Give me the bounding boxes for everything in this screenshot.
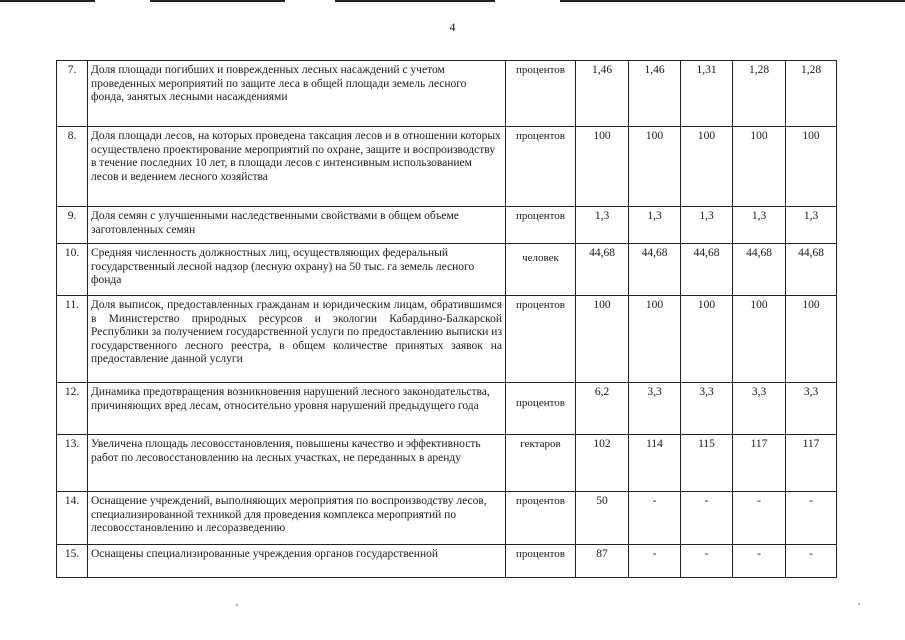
unit-cell: процентов xyxy=(506,492,576,545)
unit-cell: процентов xyxy=(506,296,576,383)
row-number: 15. xyxy=(57,545,88,578)
row-number: 7. xyxy=(57,61,88,127)
value-cell: 100 xyxy=(629,127,681,207)
table-row xyxy=(57,435,837,492)
value-cell: 117 xyxy=(733,435,786,492)
value-cell: 1,46 xyxy=(576,61,629,127)
value-cell: 114 xyxy=(629,435,681,492)
value-cell: 115 xyxy=(681,435,733,492)
value-cell: 3,3 xyxy=(681,383,733,435)
table-row xyxy=(57,296,837,383)
top-rule-1 xyxy=(0,0,95,2)
top-rule-3 xyxy=(335,0,495,2)
value-cell: 1,31 xyxy=(681,61,733,127)
indicators-table xyxy=(56,60,837,578)
row-number: 8. xyxy=(57,127,88,207)
row-number: 11. xyxy=(57,296,88,383)
indicator-description: Оснащены специализированные учреждения органов государственной xyxy=(88,545,506,578)
indicator-description: Оснащение учреждений, выполняющих мероприятия по воспроизводству лесов, специализированной техникой для проведения комплекса мероприятий по лесовосстановлению и лесоразведению xyxy=(88,492,506,545)
value-cell: 1,3 xyxy=(629,207,681,244)
indicator-description: Средняя численность должностных лиц, осуществляющих федеральный государственный лесной надзор (лесную охрану) на 50 тыс. га земель лесного фонда xyxy=(88,244,506,296)
value-cell: 100 xyxy=(733,127,786,207)
value-cell: 1,28 xyxy=(786,61,837,127)
top-rule-4 xyxy=(560,0,905,2)
indicator-description: Динамика предотвращения возникновения нарушений лесного законодательства, причиняющих вред лесам, относительно уровня нарушений предыдущего года xyxy=(88,383,506,435)
value-cell: 117 xyxy=(786,435,837,492)
indicator-description: Увеличена площадь лесовосстановления, повышены качество и эффективность работ по лесовосстановлению на лесных участках, не переданных в аренду xyxy=(88,435,506,492)
value-cell: 3,3 xyxy=(629,383,681,435)
value-cell: 100 xyxy=(733,296,786,383)
value-cell: 1,3 xyxy=(733,207,786,244)
value-cell: 1,3 xyxy=(681,207,733,244)
unit-cell: человек xyxy=(506,244,576,296)
value-cell: - xyxy=(629,492,681,545)
value-cell: 100 xyxy=(786,127,837,207)
value-cell: 44,68 xyxy=(629,244,681,296)
value-cell: 3,3 xyxy=(786,383,837,435)
value-cell: 100 xyxy=(576,296,629,383)
value-cell: 1,46 xyxy=(629,61,681,127)
value-cell: - xyxy=(629,545,681,578)
indicator-description: Доля площади погибших и поврежденных лесных насаждений с учетом проведенных мероприятий по защите леса в общей площади земель лесного фонда, занятых лесными насаждениями xyxy=(88,61,506,127)
scan-speck xyxy=(858,603,860,605)
table-row xyxy=(57,545,837,578)
indicator-description: Доля выписок, предоставленных гражданам и юридическим лицам, обратившимся в Министерство природных ресурсов и экологии Кабардино-Балкарской Республики за получением государственной услуги по предоставлению выписки из государственного лесного реестра, в общем количестве принятых заявок на предоставление данной услуги xyxy=(88,296,506,383)
unit-cell: процентов xyxy=(506,545,576,578)
scan-speck xyxy=(236,604,238,606)
value-cell: 87 xyxy=(576,545,629,578)
value-cell: 44,68 xyxy=(733,244,786,296)
value-cell: 44,68 xyxy=(681,244,733,296)
value-cell: 100 xyxy=(629,296,681,383)
indicator-description: Доля семян с улучшенными наследственными свойствами в общем объеме заготовленных семян xyxy=(88,207,506,244)
table-row xyxy=(57,492,837,545)
value-cell: - xyxy=(733,545,786,578)
top-rule-2 xyxy=(150,0,285,2)
value-cell: - xyxy=(786,545,837,578)
indicator-description: Доля площади лесов, на которых проведена таксация лесов и в отношении которых осуществлено проектирование мероприятий по охране, защите и воспроизводству в течение последних 10 лет, в площади лесов с интенсивным использованием лесов и ведением лесного хозяйства xyxy=(88,127,506,207)
row-number: 12. xyxy=(57,383,88,435)
value-cell: 100 xyxy=(786,296,837,383)
unit-cell: процентов xyxy=(506,127,576,207)
value-cell: - xyxy=(681,492,733,545)
row-number: 9. xyxy=(57,207,88,244)
table-row xyxy=(57,383,837,435)
value-cell: - xyxy=(786,492,837,545)
table-row xyxy=(57,207,837,244)
value-cell: 1,3 xyxy=(576,207,629,244)
value-cell: 3,3 xyxy=(733,383,786,435)
value-cell: 6,2 xyxy=(576,383,629,435)
page-number: 4 xyxy=(449,20,456,34)
value-cell: 102 xyxy=(576,435,629,492)
value-cell: 50 xyxy=(576,492,629,545)
value-cell: 100 xyxy=(576,127,629,207)
table-row xyxy=(57,127,837,207)
value-cell: 1,28 xyxy=(733,61,786,127)
value-cell: 44,68 xyxy=(576,244,629,296)
unit-cell: гектаров xyxy=(506,435,576,492)
unit-cell: процентов xyxy=(506,383,576,435)
row-number: 13. xyxy=(57,435,88,492)
value-cell: - xyxy=(733,492,786,545)
value-cell: - xyxy=(681,545,733,578)
row-number: 10. xyxy=(57,244,88,296)
row-number: 14. xyxy=(57,492,88,545)
unit-cell: процентов xyxy=(506,61,576,127)
value-cell: 44,68 xyxy=(786,244,837,296)
table-row xyxy=(57,244,837,296)
value-cell: 100 xyxy=(681,127,733,207)
unit-cell: процентов xyxy=(506,207,576,244)
table-row xyxy=(57,61,837,127)
value-cell: 100 xyxy=(681,296,733,383)
value-cell: 1,3 xyxy=(786,207,837,244)
